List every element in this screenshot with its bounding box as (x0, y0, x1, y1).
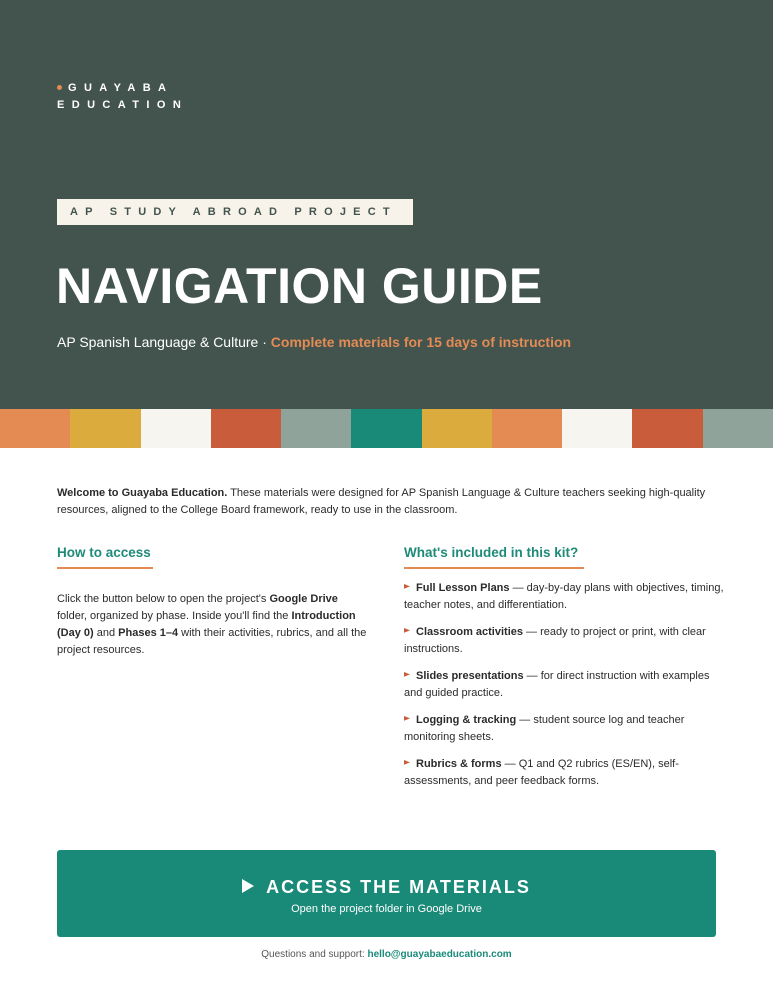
access-bold-intro: Introduction (Day 0) (57, 610, 356, 639)
color-swatch (70, 409, 140, 448)
access-materials-button[interactable] (57, 850, 716, 937)
brand-name-line2: EDUCATION (57, 99, 189, 111)
cta-title: ACCESS THE MATERIALS (266, 877, 531, 897)
kit-contents-heading: What's included in this kit? (404, 544, 584, 569)
brand-logo (57, 80, 188, 114)
color-swatch (141, 409, 211, 448)
subtitle-course: AP Spanish Language & Culture · (57, 334, 271, 350)
color-swatch (0, 409, 70, 448)
color-swatch (281, 409, 351, 448)
page-title: NAVIGATION GUIDE (56, 258, 543, 314)
kit-item (404, 580, 724, 614)
kit-item-text: — student source log and teacher monitoring sheets. (404, 714, 685, 743)
color-swatch (422, 409, 492, 448)
kit-item (404, 712, 724, 746)
flag-bullet-icon (404, 716, 410, 722)
support-footer (0, 948, 773, 962)
access-bold-drive: Google Drive (269, 593, 338, 605)
kit-item-title: Slides presentations (416, 670, 524, 682)
access-text-2: folder, organized by phase. Inside you'll find the (57, 610, 292, 622)
hero-header (0, 0, 773, 409)
access-text-1: Click the button below to open the project's (57, 593, 270, 605)
play-triangle-icon (242, 879, 254, 893)
how-to-access-heading: How to access (57, 544, 153, 569)
color-swatch (211, 409, 281, 448)
kit-item (404, 756, 724, 790)
page-subtitle (57, 333, 571, 351)
kit-item-title: Logging & tracking (416, 714, 517, 726)
kit-item-text: — day-by-day plans with objectives, timing, teacher notes, and differentiation. (404, 582, 724, 611)
project-tag: AP STUDY ABROAD PROJECT (57, 199, 413, 225)
flag-bullet-icon (404, 672, 410, 678)
kit-item-title: Full Lesson Plans (416, 582, 510, 594)
access-text-3: and (93, 627, 119, 639)
support-email-link[interactable]: hello@guayabaeducation.com (367, 949, 512, 960)
access-instructions (57, 591, 367, 659)
kit-item-text: — for direct instruction with examples and guided practice. (404, 670, 710, 699)
footer-text: Questions and support: (261, 949, 368, 960)
kit-item-text: — Q1 and Q2 rubrics (ES/EN), self-assessments, and peer feedback forms. (404, 758, 679, 787)
welcome-paragraph (57, 485, 719, 519)
brand-dot-icon (57, 85, 62, 90)
flag-bullet-icon (404, 760, 410, 766)
kit-item-title: Classroom activities (416, 626, 523, 638)
cta-title-row (57, 876, 716, 898)
color-swatch (703, 409, 773, 448)
brand-name-line1: GUAYABA (68, 82, 174, 94)
flag-bullet-icon (404, 584, 410, 590)
subtitle-highlight: Complete materials for 15 days of instruction (270, 334, 572, 350)
welcome-lead: Welcome to Guayaba Education. (57, 487, 228, 499)
access-text-4: with their activities, rubrics, and all the project resources. (57, 627, 367, 656)
kit-item-text: — ready to project or print, with clear instructions. (404, 626, 706, 655)
welcome-text: These materials were designed for AP Spanish Language & Culture teachers seeking high-quality resources, aligned to the College Board framework, ready to use in the classroom. (57, 487, 706, 516)
color-swatch (351, 409, 421, 448)
flag-bullet-icon (404, 628, 410, 634)
kit-item (404, 624, 724, 658)
kit-list (404, 580, 724, 800)
cta-subtitle: Open the project folder in Google Drive (291, 903, 482, 915)
color-swatch (632, 409, 702, 448)
access-bold-phases: Phases 1–4 (118, 627, 179, 639)
color-band (0, 409, 773, 448)
color-swatch (492, 409, 562, 448)
kit-item (404, 668, 724, 702)
color-swatch (562, 409, 632, 448)
kit-item-title: Rubrics & forms (416, 758, 502, 770)
